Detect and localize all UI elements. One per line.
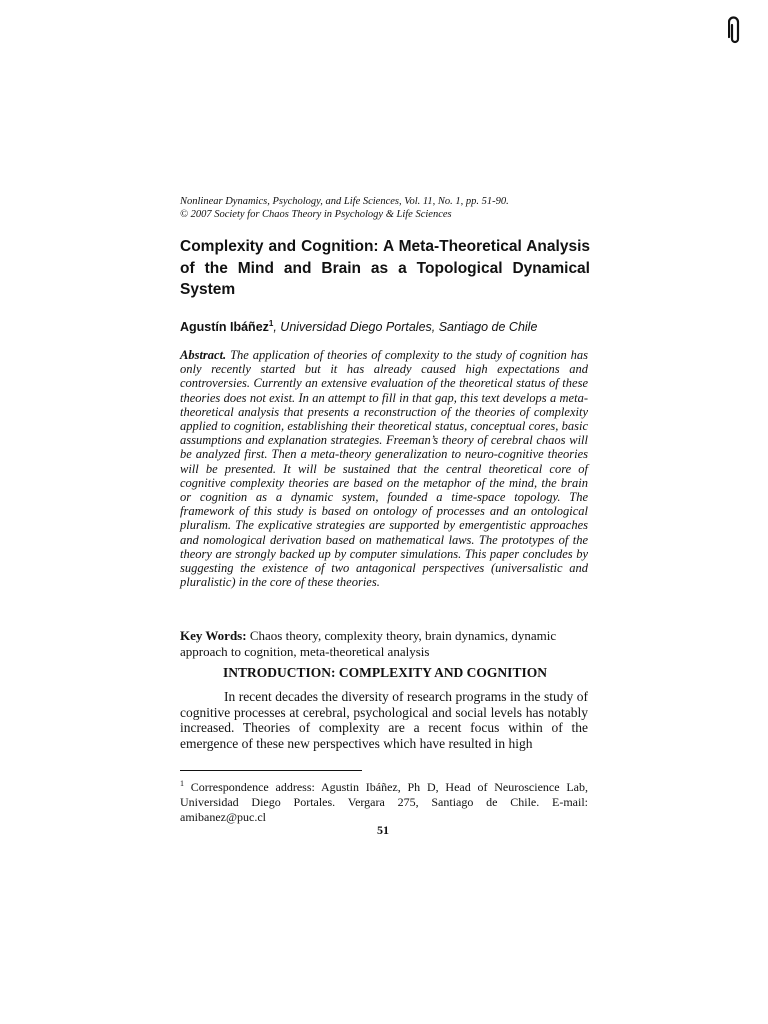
author-footnote-mark: 1 <box>268 319 274 328</box>
keywords <box>180 628 590 659</box>
footnote-mark: 1 <box>180 779 184 788</box>
article-title: Complexity and Cognition: A Meta-Theoretical Analysis of the Mind and Brain as a Topological Dynamical System <box>180 238 590 298</box>
keywords-text: Chaos theory, complexity theory, brain dynamics, dynamic approach to cognition, meta-theoretical analysis <box>180 628 557 659</box>
section-heading: INTRODUCTION: COMPLEXITY AND COGNITION <box>223 665 547 680</box>
abstract <box>180 348 588 589</box>
author-line <box>180 315 600 336</box>
footnote-text: Correspondence address: Agustin Ibáñez, Ph D, Head of Neuroscience Lab, Universidad Diego Portales. Vergara 275, Santiago de Chile. E-mail: amibanez@puc.cl <box>180 780 589 824</box>
footnote <box>180 776 588 825</box>
abstract-label: Abstract. <box>180 348 227 362</box>
journal-header <box>180 195 590 221</box>
journal-copyright: © 2007 Society for Chaos Theory in Psychology & Life Sciences <box>180 209 452 220</box>
page-number: 51 <box>377 823 389 837</box>
keywords-label: Key Words: <box>180 628 247 643</box>
author-affiliation: , Universidad Diego Portales, Santiago de Chile <box>273 320 538 335</box>
abstract-text: The application of theories of complexity to the study of cognition has only recently started but it has already caused high expectations and controversies. Currently an extensive evaluation of the theoretical status of these theories does not exist. In an attempt to fill in that gap, this text develops a meta-theoretical analysis that presents a reconstruction of the theories of complexity applied to cognition, establishing their theoretical status, conceptual cores, basic assumptions and explanation strategies. Freeman’s theory of cerebral chaos will be analyzed first. Then a meta-theory generalization to neuro-cognitive theories will be presented. It will be sustained that the central theoretical core of cognitive complexity theories are based on the metaphor of the mind, the brain or cognition as a dynamic system, founded a time-space topology. The framework of this study is based on ontology of processes and an ontological pluralism. The explicative strategies are supported by emergentistic approaches and nomological derivation based on mathematical laws. The prototypes of the theory are strongly backed up by computer simulations. This paper concludes by suggesting the existence of two antagonical perspectives (universalistic and pluralistic) in the core of these theories. <box>180 348 589 590</box>
author-name: Agustín Ibáñez <box>180 320 269 335</box>
paperclip-icon <box>728 16 742 46</box>
footnote-divider <box>180 770 362 771</box>
intro-paragraph: In recent decades the diversity of research programs in the study of cognitive processes at cerebral, psychological and social levels has notably increased. Theories of complexity are a recent focus within of the emergence of these new perspectives which have resulted in high <box>180 689 588 751</box>
journal-citation: Nonlinear Dynamics, Psychology, and Life Sciences, Vol. 11, No. 1, pp. 51-90. <box>180 196 509 207</box>
